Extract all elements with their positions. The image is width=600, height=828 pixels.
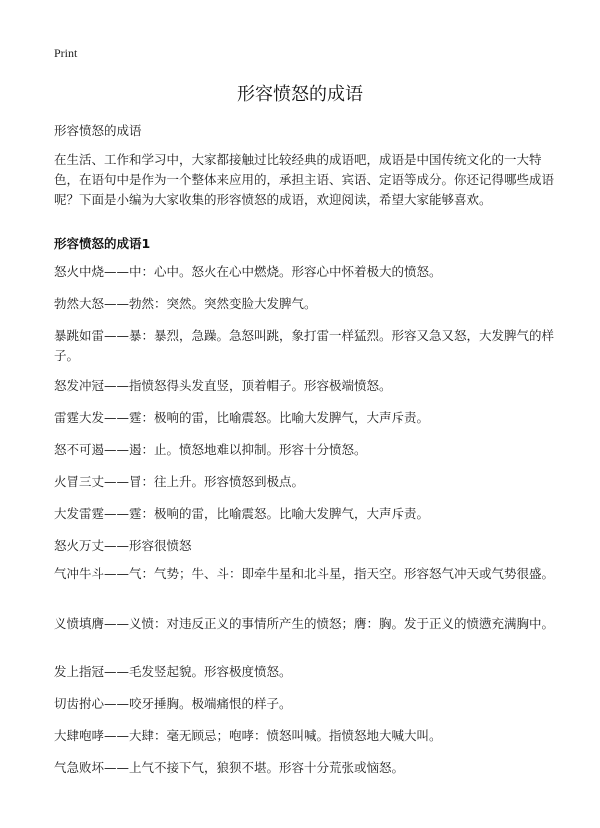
idiom-item: 义愤填膺——义愤：对违反正义的事情所产生的愤怒；膺：胸。发于正义的愤懑充满胸中。 [54,616,555,631]
section-heading: 形容愤怒的成语1 [54,236,151,251]
idiom-item: 怒火中烧——中：心中。怒火在心中燃烧。形容心中怀着极大的愤怒。 [54,264,442,279]
idiom-item: 暴跳如雷——暴：暴烈，急躁。急怒叫跳，象打雷一样猛烈。形容又急又怒，大发脾气的样子。 [54,328,555,363]
print-link[interactable]: Print [54,46,78,60]
idiom-item: 火冒三丈——冒：往上升。形容愤怒到极点。 [54,474,305,489]
idiom-item: 大肆咆哮——大肆：毫无顾忌；咆哮：愤怒叫喊。指愤怒地大喊大叫。 [54,728,442,743]
page-title: 形容愤怒的成语 [237,84,363,105]
idiom-item: 雷霆大发——霆：极响的雷，比喻震怒。比喻大发脾气，大声斥责。 [54,410,430,425]
idiom-item: 怒不可遏——遏：止。愤怒地难以抑制。形容十分愤怒。 [54,442,367,457]
idiom-item: 发上指冠——毛发竖起貌。形容极度愤怒。 [54,664,292,679]
idiom-item: 气急败坏——上气不接下气，狼狈不堪。形容十分荒张或恼怒。 [54,760,405,775]
idiom-item: 怒火万丈——形容很愤怒 [54,538,192,553]
intro-paragraph: 在生活、工作和学习中，大家都接触过比较经典的成语吧，成语是中国传统文化的一大特色，在语句中是作为一个整体来应用的，承担主语、宾语、定语等成分。你还记得哪些成语呢？下面是小编为大家收集的形容愤怒的成语，欢迎阅读，希望大家能够喜欢。 [54,152,555,207]
idiom-item: 大发雷霆——霆：极响的雷，比喻震怒。比喻大发脾气，大声斥责。 [54,506,430,521]
idiom-item: 气冲牛斗——气：气势；牛、斗：即牵牛星和北斗星，指天空。形容怒气冲天或气势很盛。 [54,566,555,581]
subtitle: 形容愤怒的成语 [54,123,142,138]
idiom-item: 切齿拊心——咬牙捶胸。极端痛恨的样子。 [54,696,292,711]
idiom-item: 勃然大怒——勃然：突然。突然变脸大发脾气。 [54,296,317,311]
idiom-item: 怒发冲冠——指愤怒得头发直竖，顶着帽子。形容极端愤怒。 [54,378,392,393]
